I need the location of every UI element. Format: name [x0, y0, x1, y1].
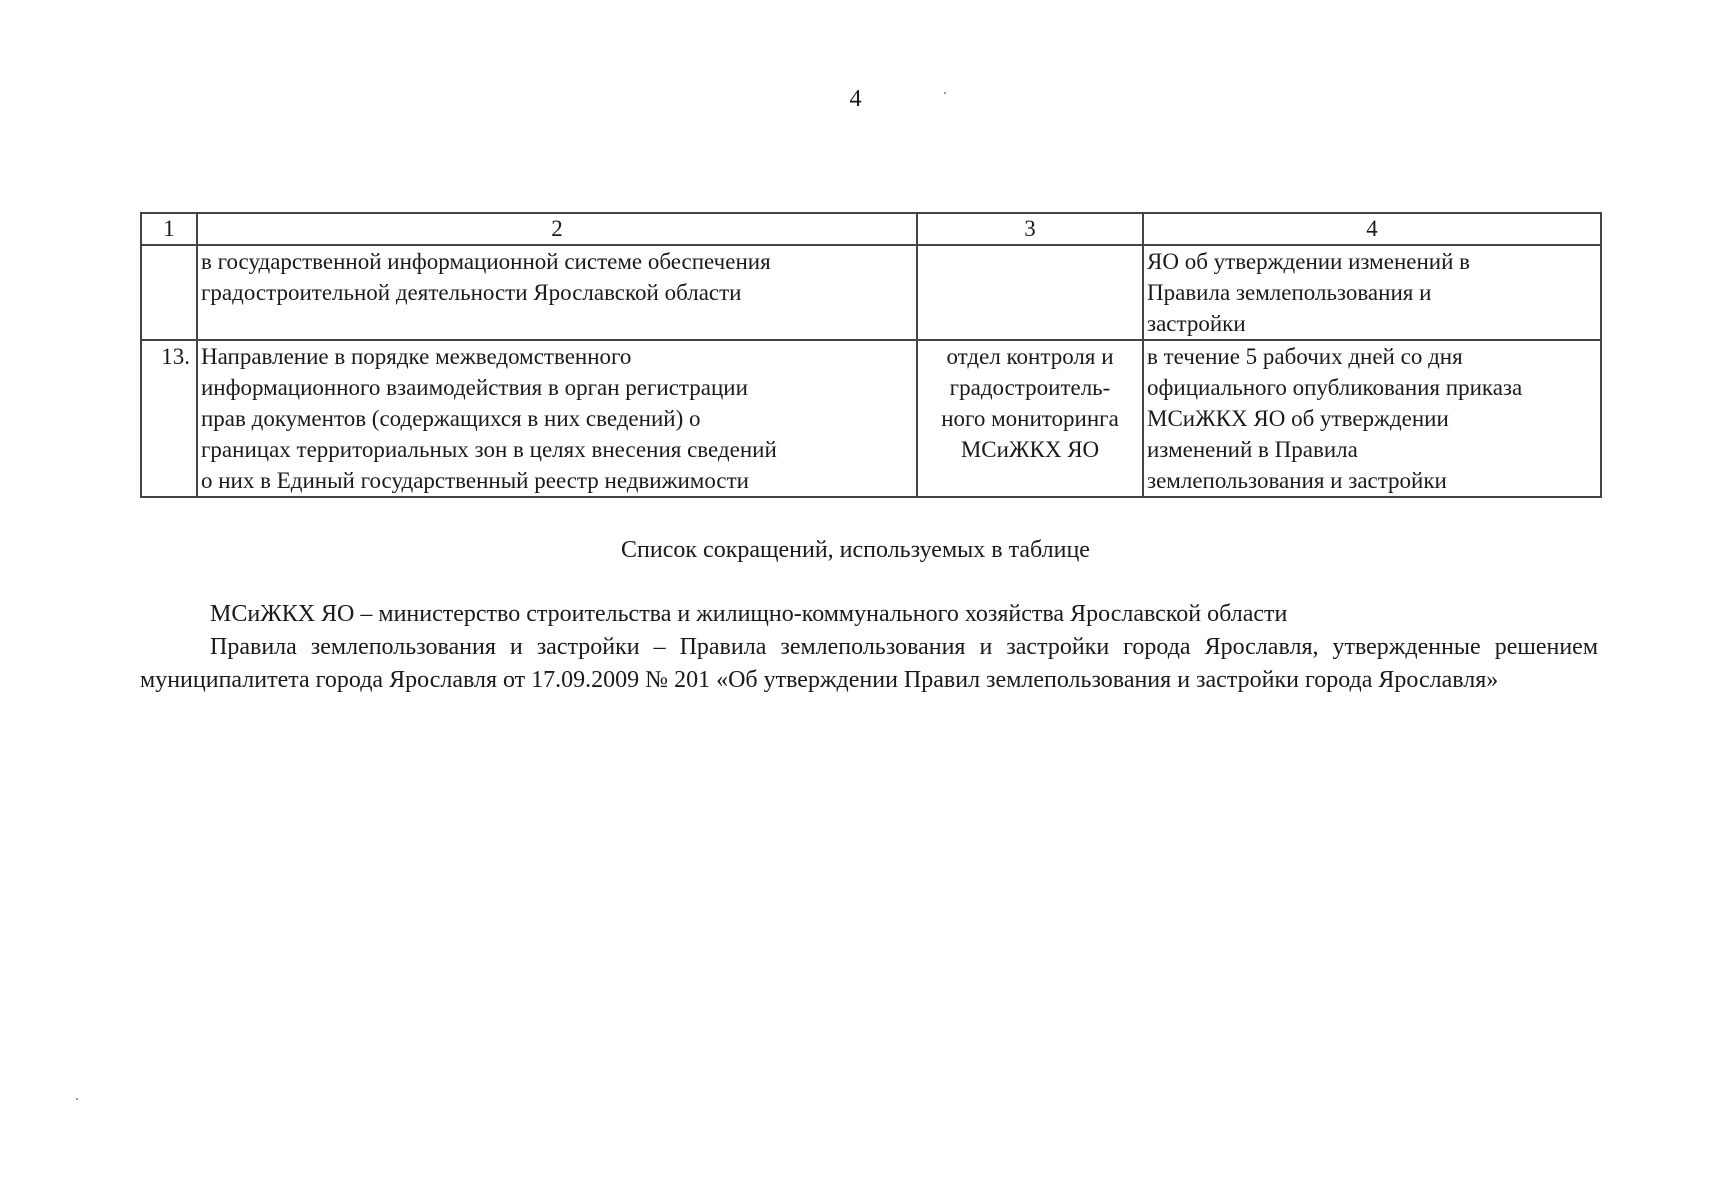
cell-line: землепользования и застройки — [1147, 468, 1447, 493]
cell-line: градостроительной деятельности Ярославской области — [201, 280, 742, 305]
row-number — [141, 245, 197, 340]
cell-line: границах территориальных зон в целях внесения сведений — [201, 437, 777, 462]
scan-speck — [76, 1098, 78, 1100]
cell-line: МСиЖКХ ЯО — [960, 437, 1100, 462]
cell-line: официального опубликования приказа — [1147, 375, 1523, 400]
responsible-cell — [917, 245, 1143, 340]
cell-line: о них в Единый государственный реестр недвижимости — [201, 468, 749, 493]
cell-line: отдел контроля и — [946, 344, 1114, 369]
cell-line: Направление в порядке межведомственного — [201, 344, 632, 369]
cell-line: застройки — [1147, 311, 1246, 336]
scan-speck — [944, 92, 946, 94]
abbreviation-item: МСиЖКХ ЯО – министерство строительства и жилищно-коммунального хозяйства Ярославской области — [210, 601, 1288, 627]
cell-line: информационного взаимодействия в орган регистрации — [201, 375, 748, 400]
cell-line: ЯО об утверждении изменений в — [1147, 249, 1470, 274]
cell-line: ного мониторинга — [941, 406, 1119, 431]
page-number: 4 — [849, 86, 862, 112]
column-number-header: 2 — [197, 213, 917, 245]
deadline-cell — [1143, 245, 1601, 340]
responsible-cell — [917, 340, 1143, 497]
column-number-header: 3 — [917, 213, 1143, 245]
column-number-header: 4 — [1143, 213, 1601, 245]
abbreviations-title: Список сокращений, используемых в таблице — [621, 537, 1090, 563]
cell-line: изменений в Правила — [1147, 437, 1358, 462]
action-cell — [197, 340, 917, 497]
table-row — [141, 340, 1601, 497]
plan-table — [140, 212, 1602, 498]
cell-line: Правила землепользования и — [1147, 280, 1432, 305]
table-row — [141, 245, 1601, 340]
column-number-header: 1 — [141, 213, 197, 245]
cell-line: МСиЖКХ ЯО об утверждении — [1147, 406, 1449, 431]
action-cell — [197, 245, 917, 340]
deadline-cell — [1143, 340, 1601, 497]
cell-line: в течение 5 рабочих дней со дня — [1147, 344, 1463, 369]
cell-line: прав документов (содержащихся в них сведений) о — [201, 406, 701, 431]
table-header-row — [141, 213, 1601, 245]
cell-line: в государственной информационной системе обеспечения — [201, 249, 771, 274]
row-number: 13. — [141, 340, 197, 497]
abbreviation-item: Правила землепользования и застройки – Правила землепользования и застройки города Ярославля, утвержденные решением муниципалитета города Ярославля от 17.09.2009 № 201 «Об утверждении Правил землепользования и застройки города Ярославля» — [140, 634, 1598, 693]
cell-line: градостроитель- — [949, 375, 1111, 400]
